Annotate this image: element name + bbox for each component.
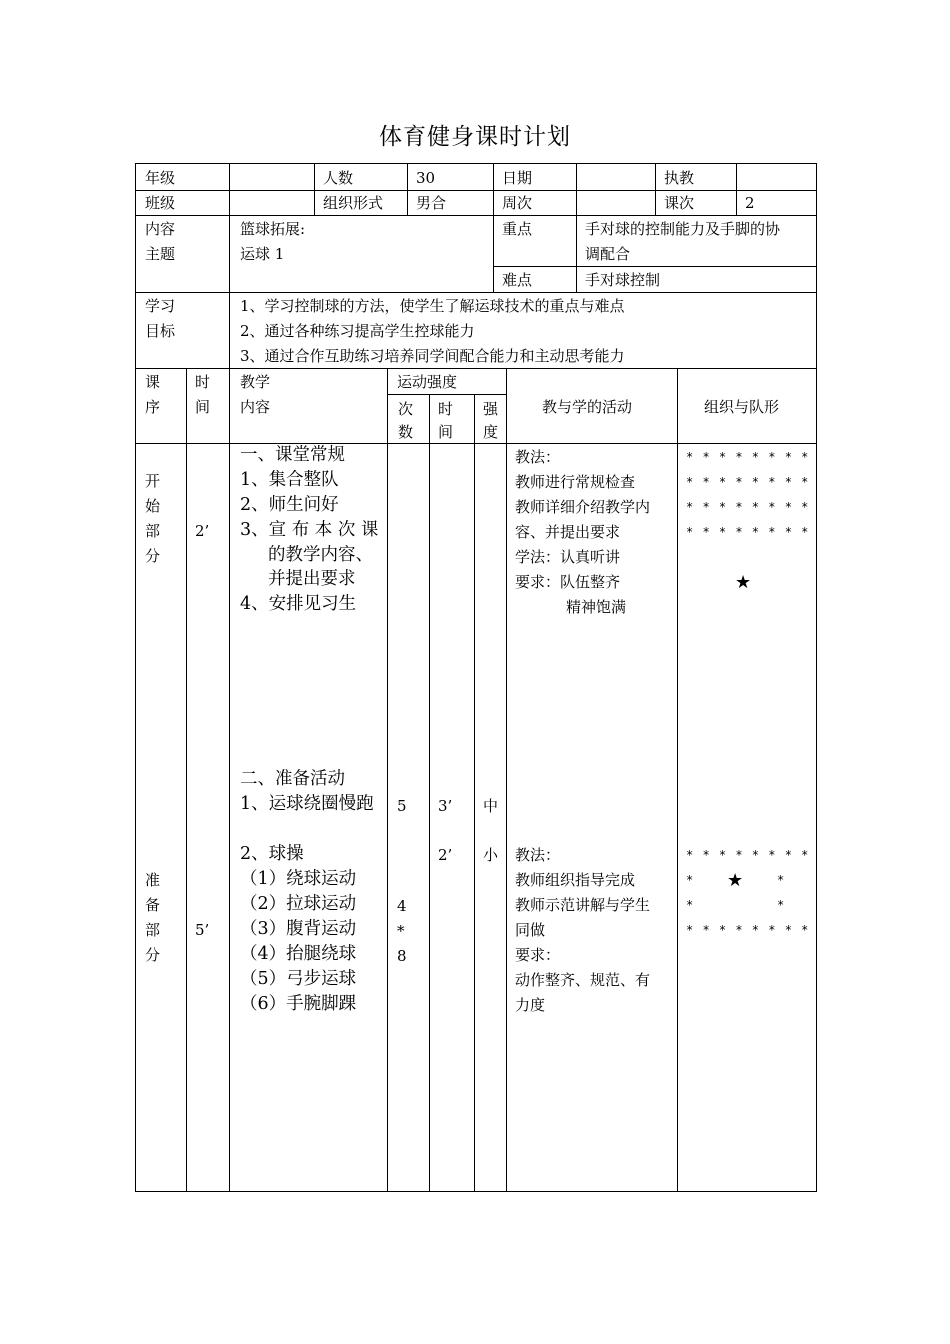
table-line: [387, 368, 388, 1192]
table-line: [493, 266, 817, 267]
goal-item: 1、学习控制球的方法，使学生了解运球技术的重点与难点: [240, 297, 625, 315]
table-line: [655, 163, 656, 215]
table-line: [816, 163, 817, 1192]
formation-row: *: [777, 898, 786, 912]
activity-line: 要求：: [515, 946, 561, 964]
activity-line: 要求：队伍整齐: [515, 573, 621, 591]
ball-count: 4: [397, 897, 407, 915]
table-line: [407, 163, 408, 215]
formation-row: *: [777, 873, 786, 887]
content-line: 1、集合整队: [240, 470, 339, 490]
content-line: 3、宣 布 本 次 课: [240, 520, 379, 540]
content-line: （5）弓步运球: [240, 969, 357, 989]
activity-line: 动作整齐、规范、有: [515, 971, 651, 989]
formation-row: *: [686, 898, 695, 912]
part-name: 准: [145, 871, 161, 889]
formation-row: * * * * * * * *: [686, 525, 810, 539]
difficulty-value: 手对球控制: [585, 271, 661, 289]
table-line: [135, 163, 817, 164]
table-line: [135, 443, 817, 444]
table-line: [736, 163, 737, 215]
activity-line: 容、并提出要求: [515, 523, 621, 541]
col-strength: 度: [483, 423, 499, 441]
content-line: 1、运球绕圈慢跑: [240, 794, 374, 814]
activity-line: 教法：: [515, 846, 561, 864]
col-time: 时: [195, 373, 211, 391]
table-line: [229, 368, 230, 1192]
col-duration: 间: [438, 423, 454, 441]
content-line: 二、准备活动: [240, 769, 345, 789]
goal-item: 3、通过合作互助练习培养同学间配合能力和主动思考能力: [240, 347, 625, 365]
content-line: 并提出要求: [268, 569, 356, 589]
table-line: [474, 394, 475, 1192]
content-line: 一、课堂常规: [240, 445, 345, 465]
table-line: [135, 190, 817, 191]
page-title: 体育健身课时计划: [379, 124, 571, 150]
activity-line: 教师详细介绍教学内: [515, 498, 651, 516]
date-label: 日期: [502, 169, 533, 187]
part-name: 分: [145, 946, 161, 964]
class-label: 班级: [145, 194, 176, 212]
col-teach-content: 内容: [240, 398, 271, 416]
table-line: [576, 163, 577, 292]
lesson-value: 2: [745, 194, 755, 212]
content-value: 运球 1: [240, 245, 285, 263]
part-name: 开: [145, 472, 161, 490]
formation-row: * * * * * * * *: [686, 500, 810, 514]
activity-line: 教师示范讲解与学生: [515, 896, 651, 914]
key-label: 重点: [502, 220, 533, 238]
table-line: [429, 394, 430, 1192]
ball-count: 8: [397, 947, 407, 965]
people-value: 30: [416, 169, 436, 187]
col-teach-content: 教学: [240, 373, 271, 391]
content-line: （4）抬腿绕球: [240, 944, 357, 964]
formation-row: * * * * * * * *: [686, 923, 810, 937]
table-line: [493, 163, 494, 292]
ball-count: *: [397, 922, 405, 940]
content-line: 4、安排见习生: [240, 594, 357, 614]
activity-line: 力度: [515, 996, 546, 1014]
table-line: [135, 292, 817, 293]
content-line: （6）手腕脚踝: [240, 994, 357, 1014]
jog-strength: 中: [483, 797, 499, 815]
formation-row: * * * * * * * *: [686, 475, 810, 489]
col-count: 次: [398, 400, 414, 418]
col-activity: 教与学的活动: [542, 398, 633, 416]
activity-line: 教师组织指导完成: [515, 871, 636, 889]
part-name: 始: [145, 497, 161, 515]
activity-line: 教法：: [515, 448, 561, 466]
col-seq: 课: [145, 373, 161, 391]
content-line: 的教学内容、: [268, 545, 373, 565]
content-line: 2、师生问好: [240, 495, 339, 515]
content-line: （2）拉球运动: [240, 894, 357, 914]
grade-label: 年级: [145, 169, 176, 187]
col-duration: 时: [438, 400, 454, 418]
key-value: 手对球的控制能力及手脚的协: [585, 220, 781, 238]
table-line: [506, 368, 507, 1192]
content-line: 2、球操: [240, 844, 304, 864]
table-line: [135, 163, 136, 1192]
part-time: 2’: [195, 522, 210, 540]
table-line: [186, 368, 187, 1192]
theme-label: 主题: [145, 245, 176, 263]
key-value: 调配合: [585, 245, 631, 263]
activity-line: 教师进行常规检查: [515, 473, 636, 491]
teacher-star-icon: ★: [727, 870, 744, 891]
formation-row: * * * * * * * *: [686, 848, 810, 862]
lesson-label: 课次: [664, 194, 695, 212]
col-time: 间: [195, 398, 211, 416]
formation-row: * * * * * * * *: [686, 450, 810, 464]
col-seq: 序: [145, 398, 161, 416]
table-line: [229, 163, 230, 368]
goal-item: 2、通过各种练习提高学生控球能力: [240, 322, 475, 340]
content-line: （3）腹背运动: [240, 919, 357, 939]
part-name: 分: [145, 547, 161, 565]
col-strength: 强: [483, 400, 499, 418]
col-intensity: 运动强度: [397, 373, 458, 391]
ball-strength: 小: [483, 846, 499, 864]
content-line: （1）绕球运动: [240, 869, 357, 889]
activity-line: 精神饱满: [566, 598, 627, 616]
content-value: 篮球拓展:: [240, 220, 306, 238]
teacher-label: 执教: [664, 169, 695, 187]
col-formation: 组织与队形: [704, 398, 780, 416]
difficulty-label: 难点: [502, 271, 533, 289]
table-line: [135, 215, 817, 216]
teacher-star-icon: ★: [735, 572, 752, 593]
part-name: 备: [145, 896, 161, 914]
org-label: 组织形式: [323, 194, 384, 212]
activity-line: 同做: [515, 921, 546, 939]
goals-label: 学习: [145, 297, 176, 315]
part-name: 部: [145, 921, 161, 939]
ball-time: 2’: [438, 846, 453, 864]
jog-count: 5: [397, 797, 407, 815]
week-label: 周次: [502, 194, 533, 212]
activity-line: 学法：认真听讲: [515, 548, 621, 566]
part-time: 5’: [195, 921, 210, 939]
table-line: [314, 163, 315, 215]
content-label: 内容: [145, 220, 176, 238]
col-count: 数: [398, 423, 414, 441]
org-value: 男合: [416, 194, 447, 212]
table-line: [677, 368, 678, 1192]
formation-row: *: [686, 873, 695, 887]
table-line: [135, 1191, 817, 1192]
jog-time: 3’: [438, 797, 453, 815]
people-label: 人数: [323, 169, 354, 187]
goals-label: 目标: [145, 322, 176, 340]
part-name: 部: [145, 522, 161, 540]
